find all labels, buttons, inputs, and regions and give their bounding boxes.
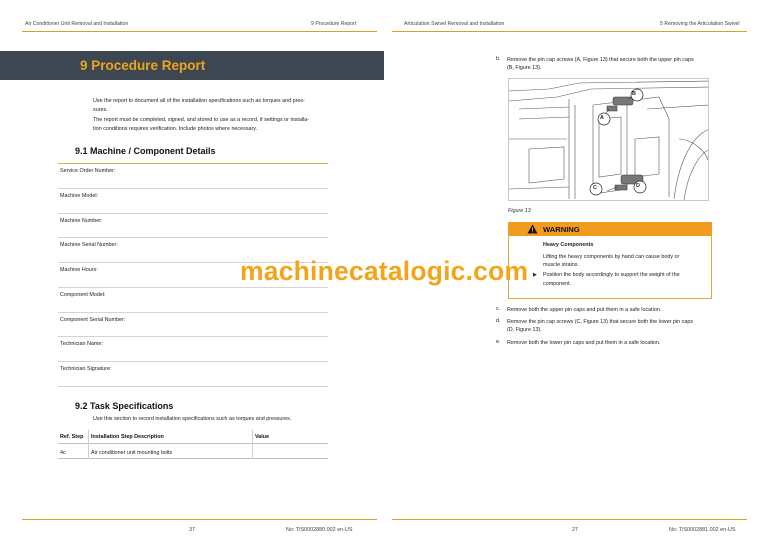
- warning-header: [508, 222, 712, 236]
- figure-label-c: C: [593, 185, 597, 191]
- intro-text-1b: sures.: [93, 107, 108, 113]
- warning-bullet-line-1: Position the body accordingly to support the weight of the: [543, 272, 680, 278]
- right-doc-number: No: TIS0002881.002 en-US: [669, 527, 736, 533]
- field-rule: [58, 213, 328, 214]
- figure-13-illustration: [508, 78, 709, 201]
- right-header-title: Articulation Swivel Removal and Installation: [404, 21, 505, 27]
- field-rule: [58, 361, 328, 362]
- step-d-text-cont: (D, Figure 13).: [507, 327, 542, 333]
- chapter-title: 9 Procedure Report: [80, 58, 206, 73]
- field-technician-signature: Technician Signature:: [60, 366, 112, 372]
- table-cell-description: Air conditioner unit mounting bolts: [91, 450, 173, 456]
- section-title-machine-details: 9.1 Machine / Component Details: [75, 146, 216, 156]
- figure-caption: Figure 13: [508, 208, 531, 214]
- section-title-task-specifications: 9.2 Task Specifications: [75, 401, 174, 411]
- warning-body-line-2: muscle strains.: [543, 262, 579, 268]
- field-rule: [58, 287, 328, 288]
- left-header-section: 9 Procedure Report: [311, 21, 357, 27]
- warning-triangle-icon: [527, 224, 538, 234]
- figure-label-a: A: [600, 115, 604, 121]
- left-doc-number: No: TIS0002880.002 en-US: [286, 527, 353, 533]
- section-2-intro: Use this section to record installation specifications such as torques and pressures.: [93, 416, 292, 422]
- right-page-number: 27: [572, 527, 578, 533]
- left-header-title: Air Conditioner Unit Removal and Installation: [25, 21, 129, 27]
- right-header-rule: [392, 31, 747, 32]
- step-b-letter: b.: [496, 56, 501, 62]
- table-column-rule: [252, 430, 253, 459]
- field-component-model: Component Model:: [60, 292, 106, 298]
- table-header-description: Installation Step Description: [91, 434, 164, 440]
- figure-label-b: B: [632, 91, 636, 97]
- step-c-letter: c.: [496, 306, 501, 312]
- field-rule: [58, 237, 328, 238]
- field-rule: [58, 386, 328, 387]
- left-header-rule: [22, 31, 377, 32]
- table-column-rule: [88, 430, 89, 459]
- field-technician-name: Technician Name:: [60, 341, 103, 347]
- section-rule: [58, 163, 328, 164]
- field-machine-hours: Machine Hours:: [60, 267, 98, 273]
- intro-text-2: The report must be completed, signed, and stored to use as a record, if settings or installa-: [93, 117, 310, 123]
- left-page-number: 37: [189, 527, 195, 533]
- step-e-text: Remove both the lower pin caps and put them in a safe location.: [507, 340, 661, 346]
- warning-body-line-1: Lifting the heavy components by hand can cause body or: [543, 254, 680, 260]
- field-machine-model: Machine Model:: [60, 193, 99, 199]
- step-e-letter: e.: [496, 339, 501, 345]
- field-service-order-number: Service Order Number:: [60, 168, 116, 174]
- table-header-value: Value: [255, 434, 270, 440]
- table-cell-ref-step: 4c: [60, 450, 66, 456]
- intro-text-2b: tion conditions requires verification. Include photos where necessary.: [93, 126, 258, 132]
- field-rule: [58, 188, 328, 189]
- figure-label-d: D: [636, 183, 640, 189]
- warning-subtitle: Heavy Components: [543, 242, 594, 248]
- table-row-rule: [58, 458, 328, 459]
- field-rule: [58, 336, 328, 337]
- step-d-text: Remove the pin cap screws (C, Figure 13) that secure both the lower pin caps: [507, 319, 694, 325]
- field-machine-serial-number: Machine Serial Number:: [60, 242, 118, 248]
- table-header-rule: [58, 443, 328, 444]
- step-b-text: Remove the pin cap screws (A, Figure 13) that secure both the upper pin caps: [507, 57, 694, 63]
- table-header-ref-step: Ref. Step: [60, 434, 84, 440]
- right-header-section: 5 Removing the Articulation Swivel: [660, 21, 740, 27]
- intro-text-1: Use the report to document all of the installation specifications such as torques and pres-: [93, 98, 305, 104]
- warning-bullet-line-2: component.: [543, 281, 572, 287]
- warning-title: WARNING: [543, 225, 580, 234]
- field-component-serial-number: Component Serial Number:: [60, 317, 126, 323]
- bullet-arrow-icon: ▶: [533, 272, 537, 278]
- right-footer-rule: [392, 519, 747, 520]
- watermark-text: machinecatalogic.com: [240, 256, 529, 286]
- left-footer-rule: [22, 519, 377, 520]
- step-c-text: Remove both the upper pin caps and put them in a safe location.: [507, 307, 662, 313]
- machine-drawing: [509, 79, 709, 201]
- field-machine-number: Machine Number:: [60, 218, 103, 224]
- step-b-text-cont: (B, Figure 13).: [507, 65, 542, 71]
- step-d-letter: d.: [496, 318, 501, 324]
- field-rule: [58, 312, 328, 313]
